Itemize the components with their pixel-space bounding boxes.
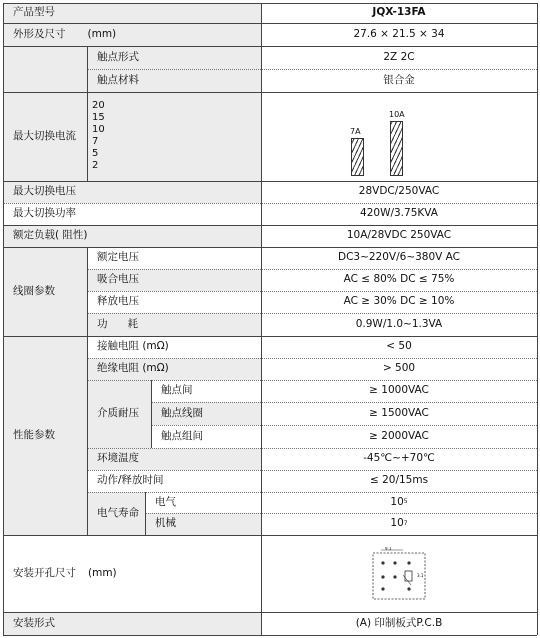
grid-line — [3, 225, 537, 226]
grid-line — [3, 612, 537, 613]
grid-line — [87, 313, 537, 314]
dielectric-contact-coil-label: 触点线圈 — [151, 402, 261, 425]
grid-line — [87, 448, 537, 449]
operate-release-time-value: ≤ 20/15ms — [369, 474, 429, 487]
grid-line — [87, 46, 88, 181]
max-current-bar — [351, 138, 364, 177]
life-electrical-value — [261, 492, 537, 513]
grid-line — [151, 380, 152, 448]
contact-resistance-value: < 50 — [386, 340, 412, 353]
dielectric-contact-coil-value: ≥ 1500VAC — [369, 406, 429, 419]
dielectric-groups-value: ≥ 2000VAC — [369, 429, 429, 442]
dielectric-contacts-label: 触点间 — [161, 384, 193, 397]
grid-line — [3, 181, 537, 182]
max-power-label: 最大切换功率 — [13, 207, 76, 220]
mounting-hole-drawing — [367, 547, 431, 601]
insulation-resistance-value: > 500 — [382, 362, 416, 375]
coil-pickup-voltage-value: AC ≤ 80% DC ≤ 75% — [343, 273, 455, 286]
life-label: 电气寿命 — [87, 492, 145, 535]
mounting-hole-drawing-cell — [261, 535, 537, 612]
grid-line — [3, 247, 537, 248]
life-electrical-base: 10 — [390, 495, 404, 508]
coil-pickup-voltage-label: 吸合电压 — [87, 269, 261, 291]
contact-resistance-label: 接触电阻 (mΩ) — [97, 340, 169, 353]
grid-line — [261, 3, 262, 635]
grid-line — [87, 492, 537, 493]
max-current-bar-label: 7A — [350, 126, 361, 136]
max-current-label: 最大切换电流 — [3, 92, 87, 181]
grid-line — [3, 23, 537, 24]
max-current-scale — [92, 100, 105, 172]
max-voltage-value: 28VDC/250VAC — [358, 185, 440, 198]
grid-line — [151, 425, 537, 426]
insulation-resistance-label: 绝缘电阻 (mΩ) — [87, 358, 261, 380]
max-current-scale-cell — [87, 92, 261, 181]
grid-line — [3, 535, 537, 536]
rated-load-value: 10A/28VDC 250VAC — [346, 229, 452, 242]
grid-line — [87, 470, 537, 471]
dimensions-label: 外形及尺寸 — [13, 27, 66, 40]
max-power-value: 420W/3.75KVA — [360, 207, 438, 220]
max-current-bar-label: 10A — [389, 110, 405, 119]
product-model-label: 产品型号 — [3, 3, 261, 23]
product-model-value: JQX-13FA — [372, 6, 426, 19]
max-voltage-label: 最大切换电压 — [3, 181, 261, 203]
dielectric-label: 介质耐压 — [87, 380, 151, 448]
rated-load-label: 额定负载( 阻性) — [3, 225, 261, 247]
temperature-label: 环境温度 — [87, 448, 261, 470]
coil-rated-voltage-label: 额定电压 — [97, 251, 139, 264]
contact-form-label: 触点形式 — [87, 46, 261, 69]
grid-line — [145, 513, 537, 514]
max-current-bar — [390, 121, 403, 176]
operate-release-time-label: 动作/释放时间 — [97, 474, 164, 487]
grid-line — [87, 247, 88, 535]
grid-line — [537, 3, 538, 635]
contact-group-blank — [3, 46, 87, 92]
scale-value: 2 — [92, 160, 99, 171]
life-electrical-exp: 5 — [403, 498, 408, 506]
temperature-value: -45℃~+70℃ — [363, 452, 435, 465]
grid-line — [87, 69, 537, 70]
grid-line — [3, 46, 537, 47]
life-electrical-label: 电气 — [155, 495, 176, 508]
coil-release-voltage-label: 释放电压 — [97, 295, 139, 308]
scale-value: 15 — [92, 112, 105, 123]
grid-line — [151, 402, 537, 403]
mounting-hole-label-cell — [3, 535, 261, 612]
life-mechanical-label: 机械 — [145, 513, 261, 535]
mounting-hole-unit: (mm) — [88, 566, 117, 579]
grid-line — [87, 358, 537, 359]
grid-line — [3, 336, 537, 337]
life-mechanical-value — [261, 513, 537, 535]
grid-line — [3, 3, 537, 4]
coil-rated-voltage-value: DC3~220V/6~380V AC — [337, 251, 461, 264]
grid-line — [87, 291, 537, 292]
contact-material-value: 银合金 — [383, 73, 415, 86]
contact-form-value: 2Z 2C — [383, 50, 415, 63]
grid-line — [87, 380, 537, 381]
grid-line — [3, 203, 537, 204]
dimensions-unit: (mm) — [87, 27, 117, 40]
grid-line — [87, 269, 537, 270]
life-mechanical-base: 10 — [390, 517, 404, 530]
life-mechanical-exp: 7 — [403, 519, 408, 527]
scale-value: 5 — [92, 148, 99, 159]
dim-top-text: 9.1 — [385, 546, 392, 551]
dimensions-label-cell — [3, 23, 261, 46]
grid-line — [145, 492, 146, 535]
mounting-label: 安装形式 — [3, 612, 261, 635]
coil-release-voltage-value: AC ≥ 30% DC ≥ 10% — [343, 295, 455, 308]
scale-value: 10 — [92, 124, 105, 135]
coil-power-label: 功 耗 — [87, 313, 261, 336]
grid-line — [3, 635, 537, 636]
grid-line — [3, 3, 4, 635]
coil-power-value: 0.9W/1.0~1.3VA — [355, 317, 443, 330]
performance-label: 性能参数 — [3, 336, 87, 535]
coil-params-label: 线圈参数 — [3, 247, 87, 336]
mounting-value: (A) 印制板式P.C.B — [355, 616, 443, 629]
scale-value: 20 — [92, 100, 105, 111]
grid-line — [3, 92, 537, 93]
mounting-hole-label: 安装开孔尺寸 — [13, 566, 76, 579]
dielectric-groups-label: 触点组间 — [161, 429, 203, 442]
dielectric-contacts-value: ≥ 1000VAC — [369, 384, 429, 397]
dim-side-text: 3.1 — [417, 572, 424, 578]
dimensions-value: 27.6 × 21.5 × 34 — [353, 27, 445, 40]
scale-value: 7 — [92, 136, 99, 147]
contact-material-label: 触点材料 — [87, 69, 261, 92]
